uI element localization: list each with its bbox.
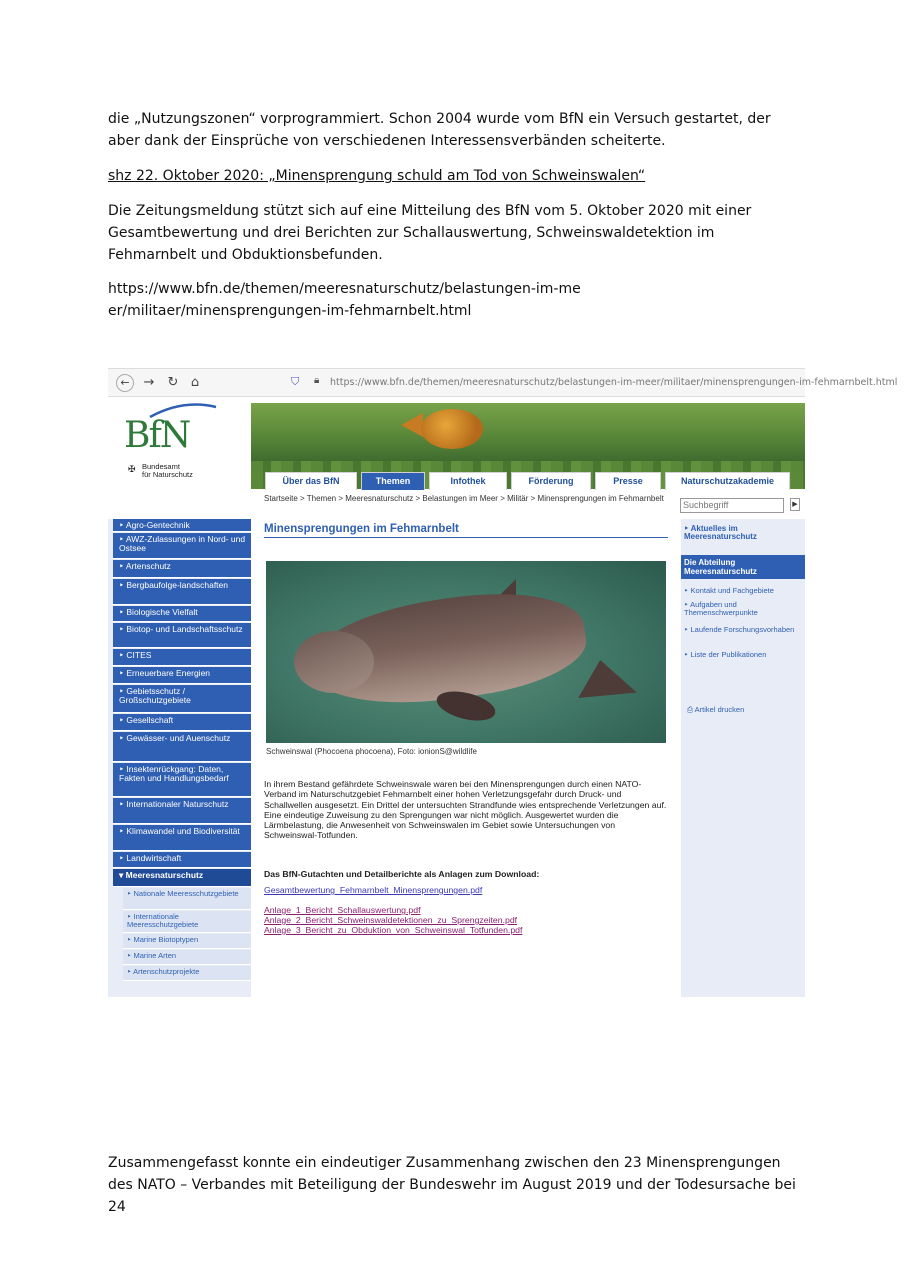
download-link-anlage-1[interactable]: Anlage_1_Bericht_Schallauswertung.pdf (264, 905, 421, 915)
nav-item-internationaler-naturschutz[interactable]: ‣ Internationaler Naturschutz (113, 798, 251, 824)
right-link-publikationen[interactable]: ‣ Liste der Publikationen (684, 650, 767, 659)
download-link-gesamtbewertung[interactable]: Gesamtbewertung_Fehmarnbelt_Minensprengungen.pdf (264, 885, 483, 895)
nav-label: Biotop- und Landschaftsschutz (126, 624, 243, 634)
subnav-marine-arten[interactable]: ‣ Marine Arten (123, 950, 251, 965)
right-link-aufgaben[interactable]: ‣ Aufgaben und Themenschwerpunkte (684, 600, 758, 617)
search-submit-icon[interactable]: ▶ (790, 498, 800, 511)
subnav-label: Internationale Meeresschutzgebiete (127, 912, 199, 929)
reload-icon[interactable]: ↻ (167, 375, 179, 390)
nav-item-landwirtschaft[interactable]: ‣ Landwirtschaft (113, 852, 251, 868)
nav-label: Klimawandel und Biodiversität (126, 826, 240, 836)
eagle-icon: ✠ (128, 464, 136, 474)
logo-subtitle (142, 463, 193, 479)
nav-item-gewaesserschutz[interactable]: ‣ Gewässer- und Auenschutz (113, 732, 251, 762)
tab-presse[interactable]: Presse (595, 472, 661, 490)
nav-item-erneuerbare-energien[interactable]: ‣ Erneuerbare Energien (113, 667, 251, 684)
nav-item-klimawandel[interactable]: ‣ Klimawandel und Biodiversität (113, 825, 251, 851)
nav-label: AWZ-Zulassungen in Nord- und Ostsee (119, 534, 246, 553)
subnav-label: Marine Arten (133, 951, 177, 960)
fish-shape (421, 409, 483, 449)
subnav-nationale-meeresschutzgebiete[interactable]: ‣ Nationale Meeresschutzgebiete (123, 888, 251, 910)
tab-foerderung[interactable]: Förderung (511, 472, 591, 490)
subnav-label: Nationale Meeresschutzgebiete (133, 889, 239, 898)
right-link-label: Aufgaben und Themenschwerpunkte (684, 600, 758, 617)
address-bar[interactable]: https://www.bfn.de/themen/meeresnaturschutz/belastungen-im-meer/militaer/minensprengungen-im-fehmarnbelt.html (330, 377, 898, 388)
tab-themen[interactable]: Themen (361, 472, 425, 490)
nav-item-gebietsschutz[interactable]: ‣ Gebietsschutz / Großschutzgebiete (113, 685, 251, 713)
porpoise-photo (266, 561, 666, 743)
tab-ueber-das-bfn[interactable]: Über das BfN (265, 472, 357, 490)
nav-label: Gewässer- und Auenschutz (126, 733, 231, 743)
embedded-screenshot (108, 368, 898, 996)
nav-label: Agro-Gentechnik (125, 520, 190, 530)
porpoise-head-shape (294, 631, 374, 693)
subnav-artenschutzprojekte[interactable]: ‣ Artenschutzprojekte (123, 966, 251, 981)
nav-label: Erneuerbare Energien (126, 668, 211, 678)
right-link-label: Liste der Publikationen (690, 650, 767, 659)
nav-label: CITES (126, 650, 152, 660)
right-link-forschung[interactable]: ‣ Laufende Forschungsvorhaben (684, 625, 795, 634)
lock-icon: 🔒︎ (314, 375, 320, 386)
logo-subtitle-line1: Bundesamt (142, 462, 180, 471)
subnav-internationale-meeresschutzgebiete[interactable]: ‣ Internationale Meeresschutzgebiete (123, 911, 251, 933)
nav-label: Internationaler Naturschutz (126, 799, 229, 809)
paragraph-intro: die „Nutzungszonen“ vorprogrammiert. Schon 2004 wurde vom BfN ein Versuch gestartet, der aber dank der Einsprüche von verschiedenen Interessensverbänden scheiterte. (108, 111, 771, 149)
printer-icon: ⎙ (687, 705, 693, 714)
breadcrumb[interactable]: Startseite > Themen > Meeresnaturschutz > Belastungen im Meer > Militär > Minensprengungen im Fehmarnbelt (264, 494, 664, 503)
right-link-kontakt[interactable]: ‣ Kontakt und Fachgebiete (684, 586, 774, 595)
bfn-logo[interactable] (108, 397, 251, 489)
shield-icon: ⛉ (291, 375, 300, 388)
photo-caption: Schweinswal (Phocoena phocoena), Foto: ionionS@wildlife (266, 747, 477, 756)
download-link-anlage-2[interactable]: Anlage_2_Bericht_Schweinswaldetektionen_zu_Sprengzeiten.pdf (264, 915, 518, 925)
back-icon[interactable]: ← (116, 374, 134, 392)
right-link-label: Aktuelles im Meeresnaturschutz (684, 524, 757, 541)
tab-naturschutzakademie[interactable]: Naturschutzakademie (665, 472, 790, 490)
fish-tail-shape (401, 413, 423, 437)
right-link-label: Laufende Forschungsvorhaben (690, 625, 795, 634)
logo-subtitle-line2: für Naturschutz (142, 470, 193, 479)
right-sidebar (681, 519, 805, 997)
nav-item-insektenrueckgang[interactable]: ‣ Insektenrückgang: Daten, Fakten und Handlungsbedarf (113, 763, 251, 797)
paragraph-conclusion: Zusammengefasst konnte ein eindeutiger Zusammenhang zwischen den 23 Minensprengungen des NATO – Verbandes mit Beteiligung der Bundeswehr im August 2019 und der Todesursache bei 24 (108, 1155, 796, 1215)
forward-icon[interactable]: → (143, 375, 155, 390)
subnav-label: Marine Biotoptypen (133, 935, 199, 944)
nav-item-biotopschutz[interactable]: ‣ Biotop- und Landschaftsschutz (113, 623, 251, 648)
nav-item-gesellschaft[interactable]: ‣ Gesellschaft (113, 714, 251, 731)
nav-item-artenschutz[interactable]: ‣ Artenschutz (113, 560, 251, 578)
nav-item-meeresnaturschutz[interactable]: ▾ Meeresnaturschutz (113, 869, 251, 887)
nav-item-biologische-vielfalt[interactable]: ‣ Biologische Vielfalt (113, 606, 251, 622)
right-link-abteilung[interactable]: Die Abteilung Meeresnaturschutz (681, 555, 805, 579)
browser-toolbar (108, 369, 898, 397)
logo-text: BfN (124, 415, 190, 456)
source-heading: shz 22. Oktober 2020: „Minensprengung schuld am Tod von Schweinswalen“ (108, 168, 646, 184)
nav-label: Gesellschaft (126, 715, 174, 725)
print-article-link[interactable] (687, 705, 744, 715)
left-navigation (108, 519, 251, 997)
nav-label: Insektenrückgang: Daten, Fakten und Handlungsbedarf (119, 764, 229, 783)
nav-item-agro-gentechnik[interactable]: ‣ Agro-Gentechnik (113, 519, 251, 532)
search-input[interactable]: Suchbegriff (680, 498, 784, 513)
nav-item-awz[interactable]: ‣ AWZ-Zulassungen in Nord- und Ostsee (113, 533, 251, 559)
page-title: Minensprengungen im Fehmarnbelt (264, 523, 668, 538)
nav-item-bergbaufolgelandschaften[interactable]: ‣ Bergbaufolge-landschaften (113, 579, 251, 605)
nav-label: Artenschutz (125, 561, 171, 571)
subnav-label: Artenschutzprojekte (133, 967, 200, 976)
right-link-label: Kontakt und Fachgebiete (690, 586, 774, 595)
bfn-website (108, 397, 805, 997)
source-url: https://www.bfn.de/themen/meeresnaturschutz/belastungen-im-meer/militaer/minensprengungen-im-fehmarnbelt.html (108, 281, 581, 319)
nav-label: Biologische Vielfalt (126, 607, 198, 617)
home-icon[interactable]: ⌂ (190, 375, 200, 390)
paragraph-summary: Die Zeitungsmeldung stützt sich auf eine Mitteilung des BfN vom 5. Oktober 2020 mit einer Gesamtbewertung und drei Berichten zur Schallauswertung, Schweinswaldetektion im Fehmarnbelt und Obduktionsbefunden. (108, 203, 752, 263)
nav-label: Meeresnaturschutz (125, 870, 204, 880)
right-link-aktuelles[interactable]: ‣ Aktuelles im Meeresnaturschutz (684, 524, 757, 541)
article-body: In ihrem Bestand gefährdete Schweinswale waren bei den Minensprengungen durch einen NATO-Verband im Naturschutzgebiet Fehmarnbelt einer hohen Verletzungsgefahr durch Druck- und Schallwellen ausgesetzt. Ein Drittel der untersuchten Strandfunde wies entsprechende Verletzungen auf. Eine eindeutige Zuweisung zu den Sprengungen war nicht möglich. Ausgewertet wurden die Lärmbelastung, die Anwesenheit von Schweinswalen im Gebiet sowie Untersuchungen von Schweinswal-Totfunden. (264, 779, 667, 841)
download-link-anlage-3[interactable]: Anlage_3_Bericht_zu_Obduktion_von_Schweinswal_Totfunden.pdf (264, 925, 523, 935)
nav-label: Bergbaufolge-landschaften (126, 580, 228, 590)
nav-item-cites[interactable]: ‣ CITES (113, 649, 251, 666)
print-label: Artikel drucken (694, 705, 745, 714)
subnav-marine-biotoptypen[interactable]: ‣ Marine Biotoptypen (123, 934, 251, 949)
nav-label: Gebietsschutz / Großschutzgebiete (119, 686, 191, 705)
tab-infothek[interactable]: Infothek (429, 472, 507, 490)
nav-label: Landwirtschaft (126, 853, 182, 863)
porpoise-tail-shape (578, 660, 642, 722)
downloads-title: Das BfN-Gutachten und Detailberichte als Anlagen zum Download: (264, 869, 540, 879)
